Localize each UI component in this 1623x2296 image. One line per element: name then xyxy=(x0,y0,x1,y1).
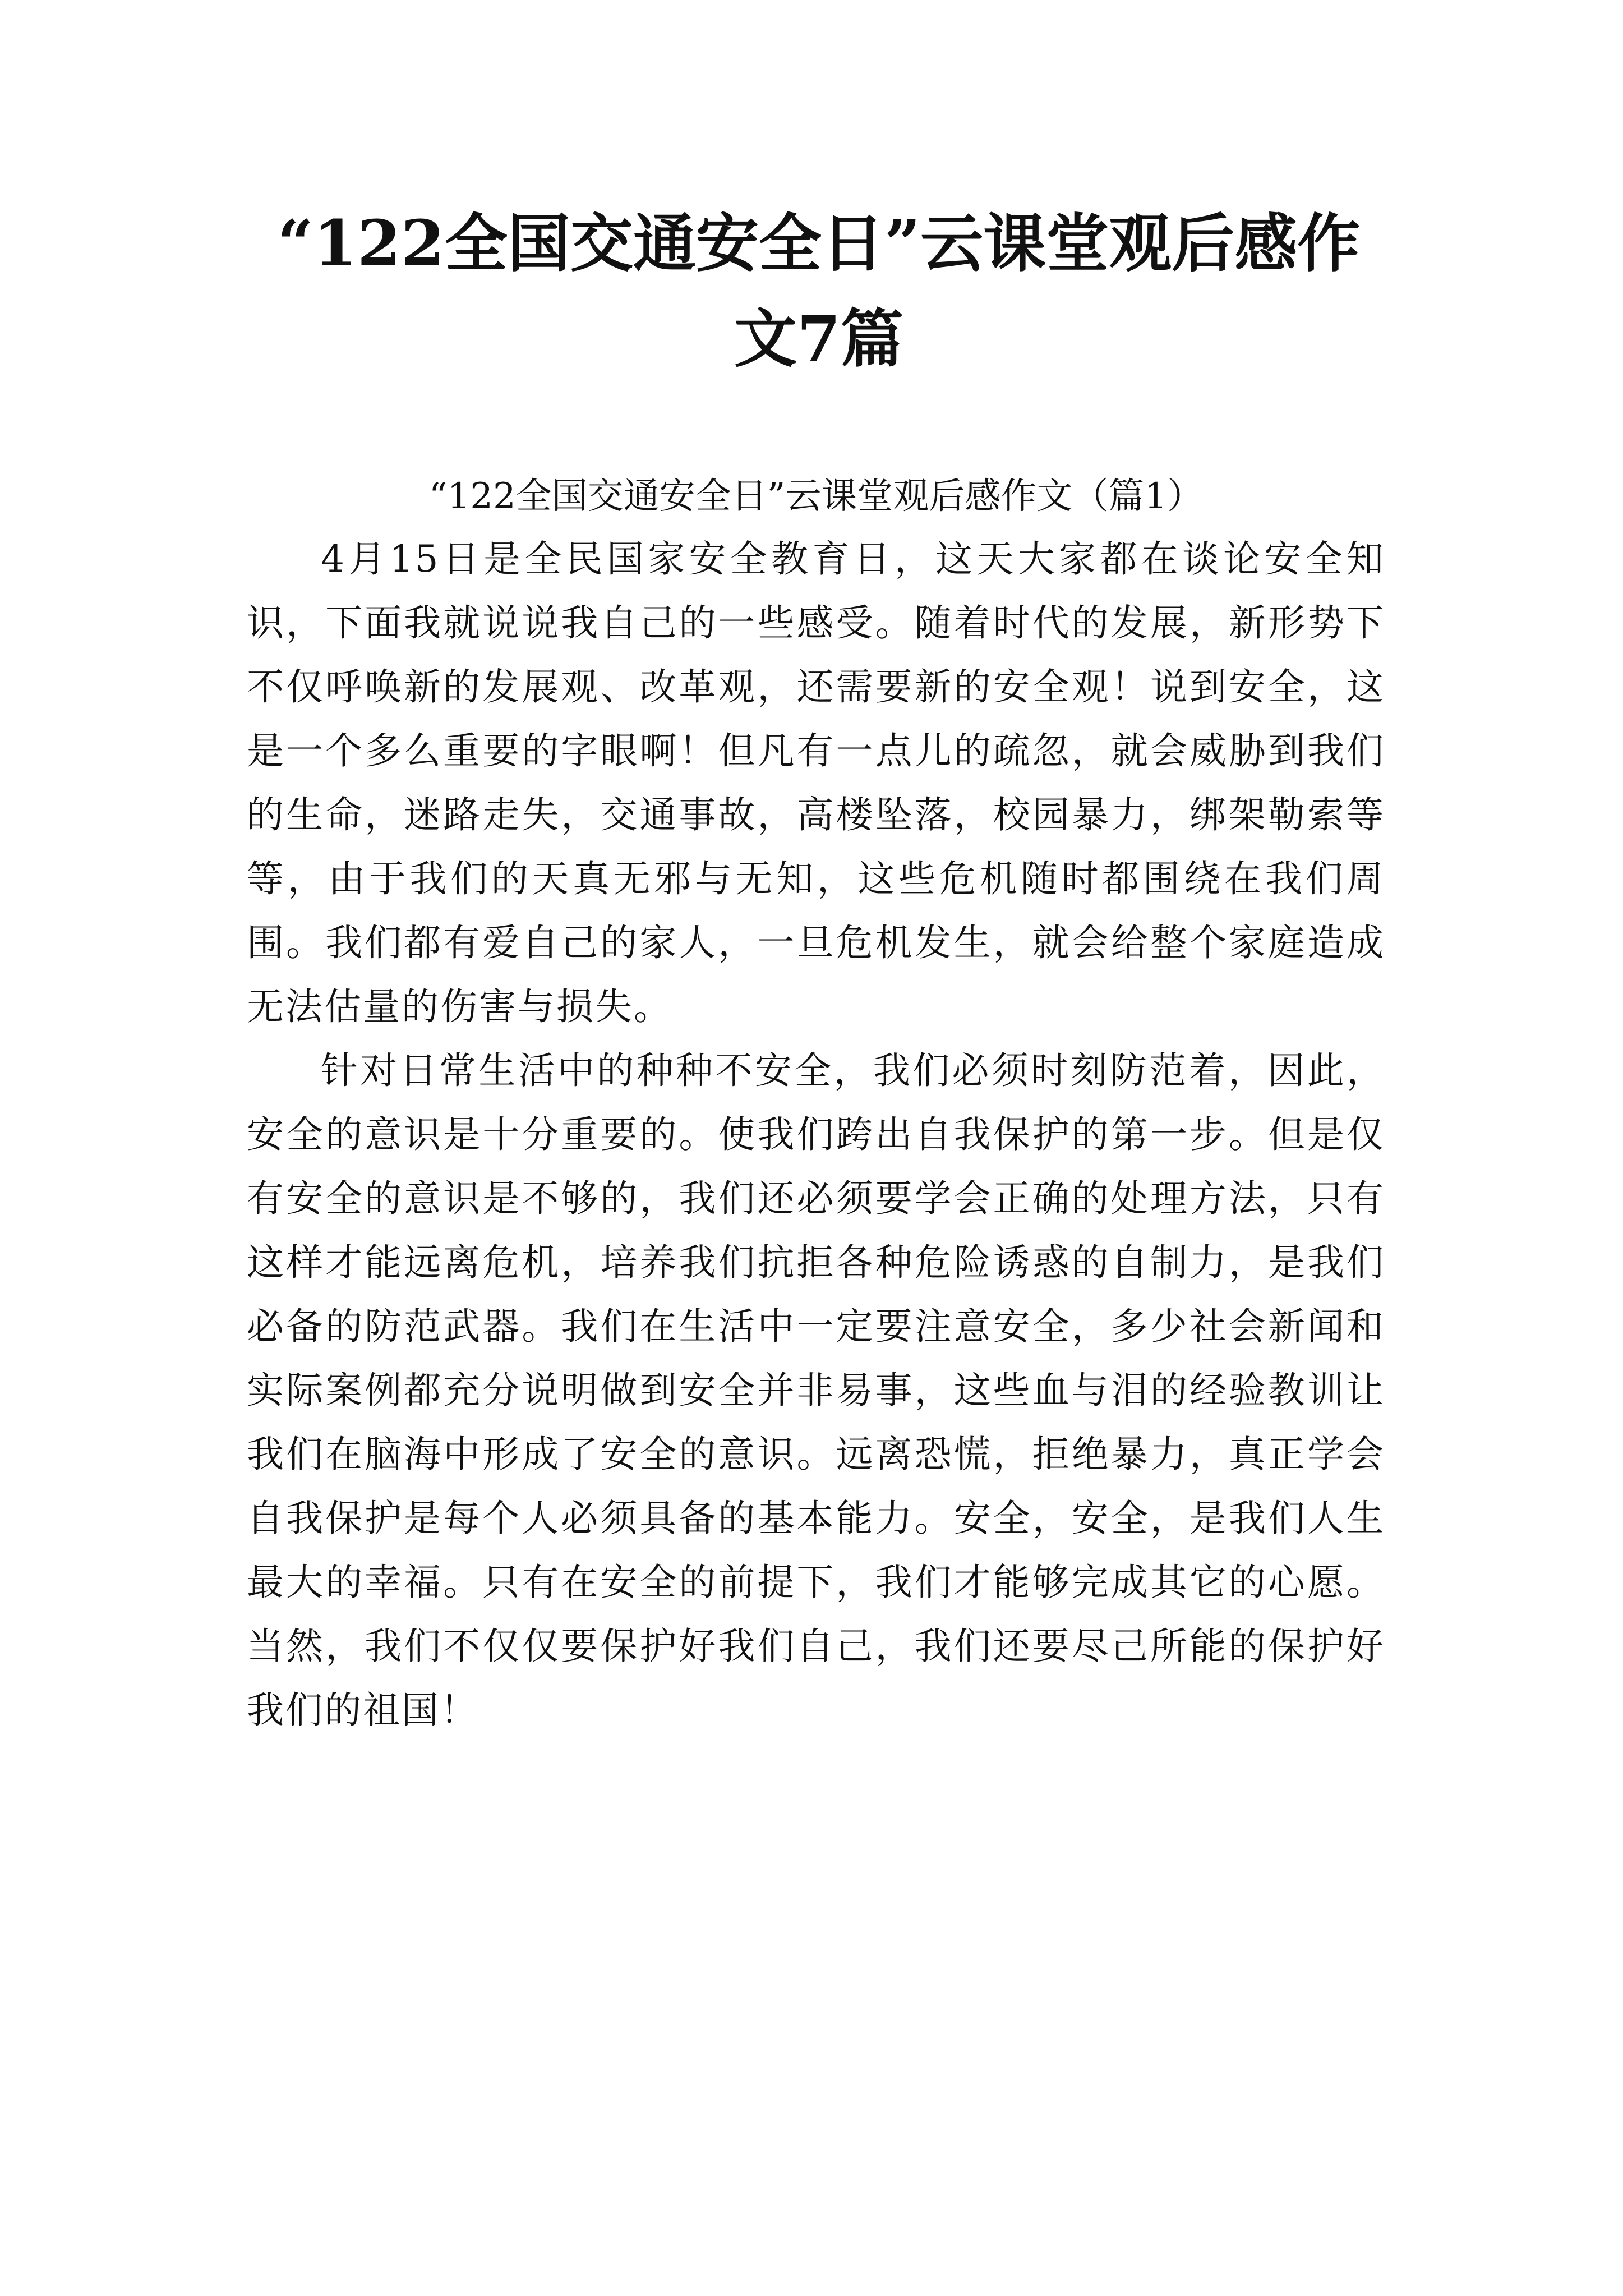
paragraph-1: 4月15日是全民国家安全教育日，这天大家都在谈论安全知识，下面我就说说我自己的一些感受。随着时代的发展，新形势下不仅呼唤新的发展观、改革观，还需要新的安全观！说到安全，这是一个多么重要的字眼啊！但凡有一点儿的疏忽，就会威胁到我们的生命，迷路走失，交通事故，高楼坠落，校园暴力，绑架勒索等等，由于我们的天真无邪与无知，这些危机随时都围绕在我们周围。我们都有爱自己的家人，一旦危机发生，就会给整个家庭造成无法估量的伤害与损失。 xyxy=(247,537,1385,1028)
paragraph-2: 针对日常生活中的种种不安全，我们必须时刻防范着，因此，安全的意识是十分重要的。使我们跨出自我保护的第一步。但是仅有安全的意识是不够的，我们还必须要学会正确的处理方法，只有这样才能远离危机，培养我们抗拒各种危险诱惑的自制力，是我们必备的防范武器。我们在生活中一定要注意安全，多少社会新闻和实际案例都充分说明做到安全并非易事，这些血与泪的经验教训让我们在脑海中形成了安全的意识。远离恐慌，拒绝暴力，真正学会自我保护是每个人必须具备的基本能力。安全，安全，是我们人生最大的幸福。只有在安全的前提下，我们才能够完成其它的心愿。当然，我们不仅仅要保护好我们自己，我们还要尽己所能的保护好我们的祖国！ xyxy=(247,1049,1385,1732)
document-body xyxy=(247,466,1385,1742)
document-title: “122全国交通安全日”云课堂观后感作文7篇 xyxy=(277,207,1361,376)
section-heading: “122全国交通安全日”云课堂观后感作文（篇1） xyxy=(428,476,1204,517)
